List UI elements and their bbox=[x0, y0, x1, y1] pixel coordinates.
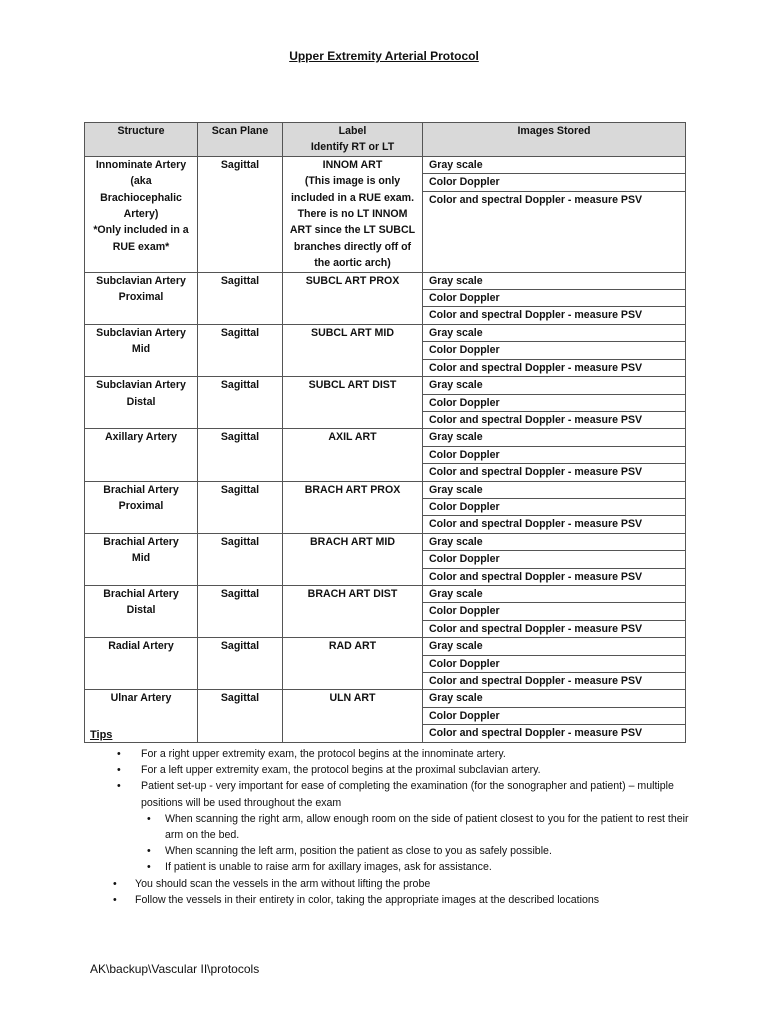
cell-structure: Axillary Artery bbox=[85, 429, 198, 481]
image-item: Gray scale bbox=[423, 429, 685, 446]
cell-images-stored bbox=[423, 324, 686, 376]
tips-list bbox=[90, 746, 690, 908]
header-structure: Structure bbox=[85, 123, 198, 157]
image-item: Gray scale bbox=[423, 534, 685, 551]
table-row bbox=[85, 272, 686, 324]
bullet-icon: • bbox=[147, 845, 151, 858]
table-row bbox=[85, 324, 686, 376]
cell-structure: Radial Artery bbox=[85, 638, 198, 690]
cell-label: AXIL ART bbox=[283, 429, 423, 481]
cell-images-stored bbox=[423, 429, 686, 481]
image-item: Gray scale bbox=[423, 586, 685, 603]
protocol-table bbox=[84, 122, 686, 743]
cell-label: SUBCL ART PROX bbox=[283, 272, 423, 324]
table-row bbox=[85, 690, 686, 742]
tip-item bbox=[90, 746, 690, 762]
cell-images-stored bbox=[423, 690, 686, 742]
tip-item bbox=[90, 892, 690, 908]
table-row bbox=[85, 585, 686, 637]
bullet-icon: • bbox=[117, 748, 121, 760]
cell-structure: Subclavian Artery Distal bbox=[85, 377, 198, 429]
cell-images-stored bbox=[423, 156, 686, 272]
cell-structure: Subclavian Artery Proximal bbox=[85, 272, 198, 324]
tip-text: When scanning the right arm, allow enough room on the side of patient closest to you for the patient to rest their arm on the bed. bbox=[165, 812, 689, 842]
cell-images-stored bbox=[423, 377, 686, 429]
header-images-stored: Images Stored bbox=[423, 123, 686, 157]
cell-scan-plane: Sagittal bbox=[198, 156, 283, 272]
bullet-icon: • bbox=[113, 893, 117, 906]
image-item: Gray scale bbox=[423, 157, 685, 174]
cell-structure: Brachial Artery Proximal bbox=[85, 481, 198, 533]
bullet-icon: • bbox=[147, 812, 151, 825]
image-item: Gray scale bbox=[423, 325, 685, 342]
image-item: Color Doppler bbox=[423, 290, 685, 307]
tip-item bbox=[90, 778, 690, 810]
header-scan-plane: Scan Plane bbox=[198, 123, 283, 157]
cell-scan-plane: Sagittal bbox=[198, 585, 283, 637]
tip-item bbox=[90, 876, 690, 892]
cell-structure: Brachial Artery Distal bbox=[85, 585, 198, 637]
cell-structure: Ulnar Artery bbox=[85, 690, 198, 742]
cell-images-stored bbox=[423, 533, 686, 585]
cell-scan-plane: Sagittal bbox=[198, 481, 283, 533]
image-item: Gray scale bbox=[423, 690, 685, 707]
cell-structure: Subclavian Artery Mid bbox=[85, 324, 198, 376]
cell-structure: Brachial Artery Mid bbox=[85, 533, 198, 585]
cell-scan-plane: Sagittal bbox=[198, 638, 283, 690]
cell-images-stored bbox=[423, 272, 686, 324]
table-header-row bbox=[85, 123, 686, 157]
image-item: Gray scale bbox=[423, 482, 685, 499]
image-item: Color and spectral Doppler - measure PSV bbox=[429, 466, 643, 479]
image-item: Color and spectral Doppler - measure PSV bbox=[429, 727, 643, 740]
image-item: Color and spectral Doppler - measure PSV bbox=[429, 518, 643, 531]
document-title: Upper Extremity Arterial Protocol bbox=[289, 49, 479, 63]
image-item: Gray scale bbox=[423, 638, 685, 655]
cell-scan-plane: Sagittal bbox=[198, 429, 283, 481]
tip-item bbox=[90, 843, 690, 859]
cell-images-stored bbox=[423, 638, 686, 690]
image-item: Color and spectral Doppler - measure PSV bbox=[429, 193, 643, 206]
cell-label: SUBCL ART DIST bbox=[283, 377, 423, 429]
tips-heading: Tips bbox=[90, 729, 113, 741]
cell-label: RAD ART bbox=[283, 638, 423, 690]
cell-label: INNOM ART (This image is only included in a RUE exam. There is no LT INNOM ART since the LT SUBCL branches directly off of the aortic arch) bbox=[283, 156, 423, 272]
cell-label: SUBCL ART MID bbox=[283, 324, 423, 376]
bullet-icon: • bbox=[117, 764, 121, 777]
file-path-footer: AK\backup\Vascular II\protocols bbox=[90, 962, 260, 976]
cell-scan-plane: Sagittal bbox=[198, 324, 283, 376]
image-item: Color Doppler bbox=[423, 447, 685, 464]
tip-text: You should scan the vessels in the arm without lifting the probe bbox=[135, 877, 431, 890]
table-row bbox=[85, 429, 686, 481]
image-item: Color Doppler bbox=[423, 656, 685, 673]
cell-structure: Innominate Artery (aka Brachiocephalic Artery) *Only included in a RUE exam* bbox=[85, 156, 198, 272]
table-row bbox=[85, 638, 686, 690]
tip-text: For a right upper extremity exam, the protocol begins at the innominate artery. bbox=[141, 748, 506, 760]
cell-images-stored bbox=[423, 585, 686, 637]
cell-images-stored bbox=[423, 481, 686, 533]
image-item: Color and spectral Doppler - measure PSV bbox=[429, 675, 643, 687]
tip-text: For a left upper extremity exam, the protocol begins at the proximal subclavian artery. bbox=[141, 764, 541, 777]
tip-text: Follow the vessels in their entirety in color, taking the appropriate images at the described locations bbox=[135, 893, 600, 906]
image-item: Gray scale bbox=[423, 377, 685, 394]
table-row bbox=[85, 481, 686, 533]
cell-scan-plane: Sagittal bbox=[198, 377, 283, 429]
image-item: Color Doppler bbox=[423, 395, 685, 412]
image-item: Color Doppler bbox=[423, 174, 685, 191]
table-row bbox=[85, 156, 686, 272]
header-label: Label Identify RT or LT bbox=[283, 123, 423, 157]
cell-label: ULN ART bbox=[283, 690, 423, 742]
cell-scan-plane: Sagittal bbox=[198, 272, 283, 324]
bullet-icon: • bbox=[113, 877, 117, 890]
bullet-icon: • bbox=[147, 861, 151, 874]
image-item: Color Doppler bbox=[423, 551, 685, 568]
cell-label: BRACH ART PROX bbox=[283, 481, 423, 533]
image-item: Color and spectral Doppler - measure PSV bbox=[429, 570, 643, 583]
table-row bbox=[85, 377, 686, 429]
tip-item bbox=[90, 762, 690, 778]
image-item: Color and spectral Doppler - measure PSV bbox=[429, 361, 643, 374]
image-item: Color Doppler bbox=[423, 603, 685, 620]
tip-text: Patient set-up - very important for ease of completing the examination (for the sonographer and patient) – multiple positions will be used throughout the exam bbox=[141, 780, 674, 809]
image-item: Color and spectral Doppler - measure PSV bbox=[429, 622, 643, 635]
tip-item bbox=[90, 859, 690, 875]
image-item: Color Doppler bbox=[423, 708, 685, 725]
bullet-icon: • bbox=[117, 780, 121, 793]
cell-label: BRACH ART DIST bbox=[283, 585, 423, 637]
image-item: Color Doppler bbox=[423, 342, 685, 359]
cell-scan-plane: Sagittal bbox=[198, 690, 283, 742]
table-body bbox=[85, 156, 686, 742]
cell-label: BRACH ART MID bbox=[283, 533, 423, 585]
tip-text: If patient is unable to raise arm for axillary images, ask for assistance. bbox=[165, 861, 492, 874]
cell-scan-plane: Sagittal bbox=[198, 533, 283, 585]
table-row bbox=[85, 533, 686, 585]
image-item: Gray scale bbox=[423, 273, 685, 290]
tip-text: When scanning the left arm, position the patient as close to you as safely possible. bbox=[165, 845, 552, 858]
image-item: Color and spectral Doppler - measure PSV bbox=[429, 413, 643, 426]
image-item: Color Doppler bbox=[423, 499, 685, 516]
image-item: Color and spectral Doppler - measure PSV bbox=[429, 309, 643, 322]
tip-item bbox=[90, 811, 690, 843]
